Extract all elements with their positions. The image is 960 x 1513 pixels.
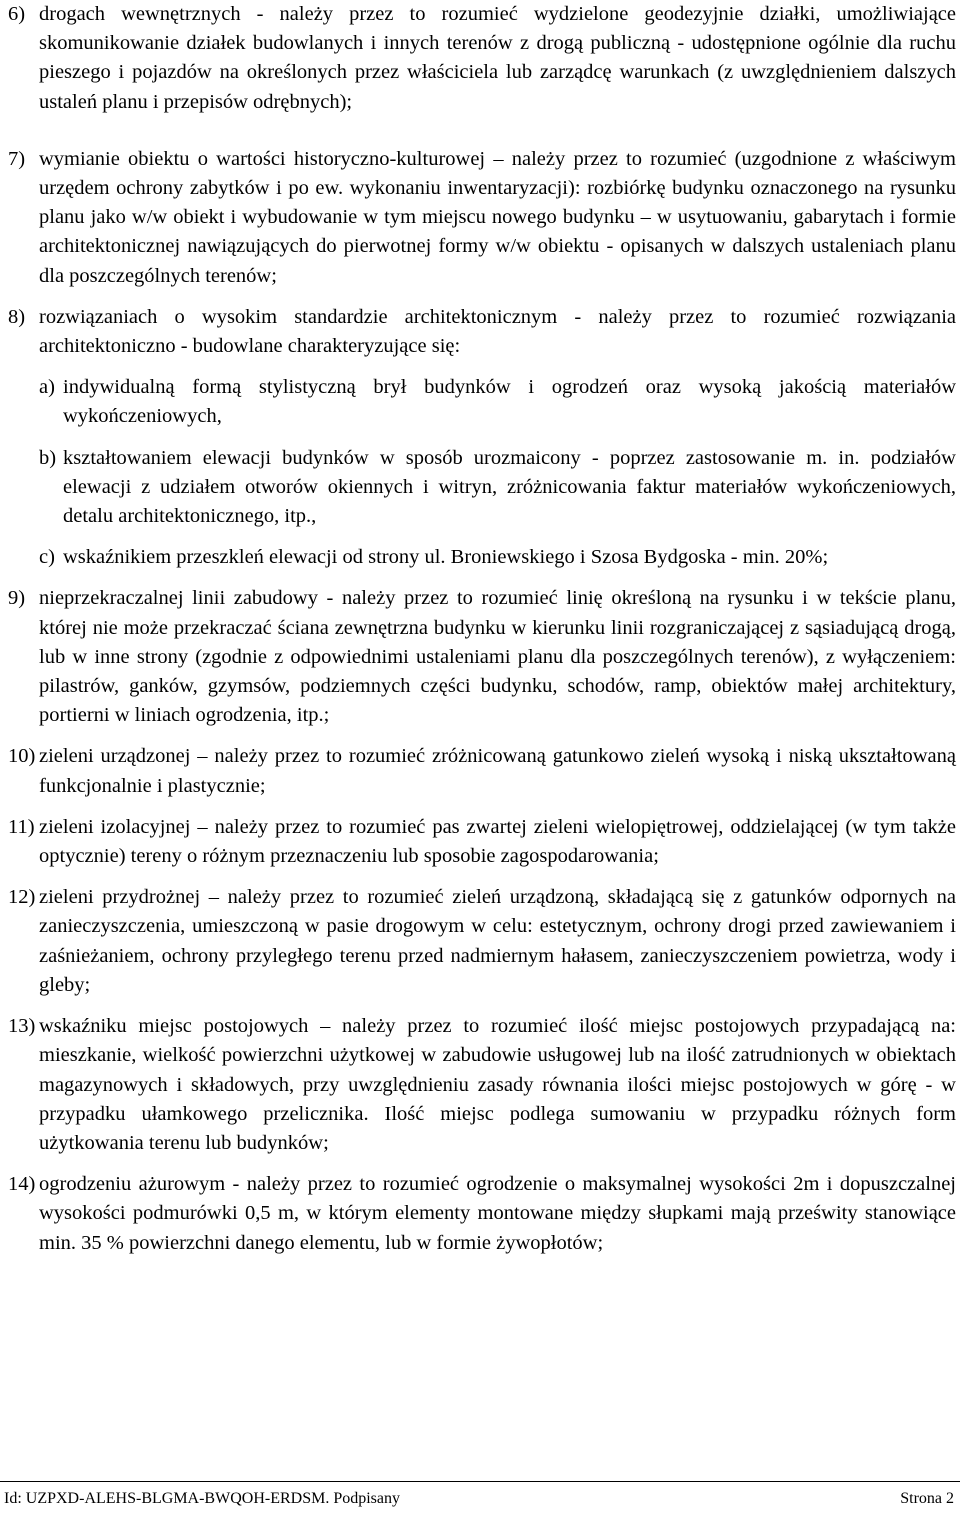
item-number: 14) [8,1173,36,1196]
sub-item-text: indywidualną formą stylistyczną brył budynków i ogrodzeń oraz wysoką jakością materiałów wykończeniowych, [63,376,956,428]
footer-divider [0,1481,960,1482]
item-number: 6) [8,3,26,25]
item-number: 9) [8,587,26,610]
item-number: 7) [8,147,26,170]
list-item [8,584,956,730]
list-item [8,145,956,291]
item-text: zieleni przydrożnej – należy przez to rozumieć zieleń urządzoną, składającą się z gatunków odpornych na zanieczyszczenia, umieszczoną w pasie drogowym w celu: estetycznym, ochrony drogi przed zawiewaniem i zaśnieżaniem, ochrony przyległego terenu przed nadmiernym hałasem, zanieczyszczeniem powietrza, wody i gleby; [39,886,956,996]
sub-item-letter: c) [39,546,55,569]
item-number: 8) [8,305,26,328]
item-number: 10) [8,745,36,768]
document-id: Id: UZPXD-ALEHS-BLGMA-BWQOH-ERDSM. Podpisany [4,1490,400,1507]
item-text: nieprzekraczalnej linii zabudowy - należy przez to rozumieć linię określoną na rysunku i w tekście planu, której nie może przekraczać ściana zewnętrzna budynku w kierunku linii rozgraniczającej z sąsiadującą drogą, lub w inne strony (zgodnie z odpowiednimi ustaleniami planu dla poszczególnych terenów), z wyłączeniem: pilastrów, ganków, gzymsów, podziemnych części budynku, schodów, ramp, obiektów małej architektury, portierni w liniach ogrodzenia, itp.; [39,587,956,727]
item-text: ogrodzeniu ażurowym - należy przez to rozumieć ogrodzenie o maksymalnej wysokości 2m i dopuszczalnej wysokości podmurówki 0,5 m, w którym elementy montowane między słupkami mają prześwity stanowiące min. 35 % powierzchni danego elementu, lub w formie żywopłotów; [39,1173,956,1254]
page-number: Strona 2 [900,1490,954,1507]
list-item [8,1170,956,1258]
item-number: 13) [8,1015,36,1038]
item-text: rozwiązaniach o wysokim standardzie architektonicznym - należy przez to rozumieć rozwiązania architektoniczno - budowlane charakteryzujące się: [39,305,956,358]
page-footer [4,1489,954,1509]
list-item [8,1012,956,1158]
list-item [8,813,956,871]
item-text: zieleni izolacyjnej – należy przez to rozumieć pas zwartej zieleni wielopiętrowej, oddzielającej (w tym także optycznie) tereny o różnym przeznaczeniu lub sposobie zagospodarowania; [39,815,956,868]
list-item [8,303,956,361]
sub-item-text: wskaźnikiem przeszkleń elewacji od strony ul. Broniewskiego i Szosa Bydgoska - min. 20%; [63,546,829,569]
list-item [8,883,956,1000]
sub-list-item [8,373,956,431]
sub-item-text: kształtowaniem elewacji budynków w sposób urozmaicony - poprzez zastosowanie m. in. podziałów elewacji z udziałem otworów okiennych i witryn, zróżnicowania faktur materiałów wykończeniowych, detalu architektonicznego, itp., [63,446,956,528]
item-number: 11) [8,815,35,838]
list-item [8,0,956,117]
list-item [8,742,956,800]
sub-list-item [8,543,956,572]
sub-list-item [8,444,956,532]
item-text: wymianie obiektu o wartości historyczno-kulturowej – należy przez to rozumieć (uzgodnione z właściwym urzędem ochrony zabytków i po ew. wykonaniu inwentaryzacji): rozbiórkę budynku oznaczonego na rysunku planu jako w/w obiekt i wybudowanie w tym miejscu nowego budynku – w usytuowaniu, gabarytach i formie architektonicznej nawiązujących do pierwotnej formy w/w obiektu - opisanych w dalszych ustaleniach planu dla poszczególnych terenów; [39,147,956,287]
item-text: drogach wewnętrznych - należy przez to rozumieć wydzielone geodezyjnie działki, umożliwiające skomunikowanie działek budowlanych i innych terenów z drogą publiczną - udostępnione ogólnie dla ruchu pieszego i pojazdów na określonych przez właściciela lub zarządcę warunkach (z uwzględnieniem dalszych ustaleń planu i przepisów odrębnych); [39,3,956,113]
item-text: wskaźniku miejsc postojowych – należy przez to rozumieć ilość miejsc postojowych przypadającą na: mieszkanie, wielkość powierzchni użytkowej w zabudowie usługowej lub na ilość zatrudnionych w obiektach magazynowych i składowych, przy uwzględnieniu zasady równania ilości miejsc postojowych w górę - w przypadku ułamkowego przelicznika. Ilość miejsc podlega sumowaniu w przypadku różnych form użytkowania terenu lub budynków; [39,1015,956,1154]
item-number: 12) [8,886,36,909]
sub-item-letter: a) [39,376,55,399]
sub-item-letter: b) [39,446,57,469]
item-text: zieleni urządzonej – należy przez to rozumieć zróżnicowaną gatunkowo zieleń wysoką i niską ukształtowaną funkcjonalnie i plastycznie; [39,745,956,797]
